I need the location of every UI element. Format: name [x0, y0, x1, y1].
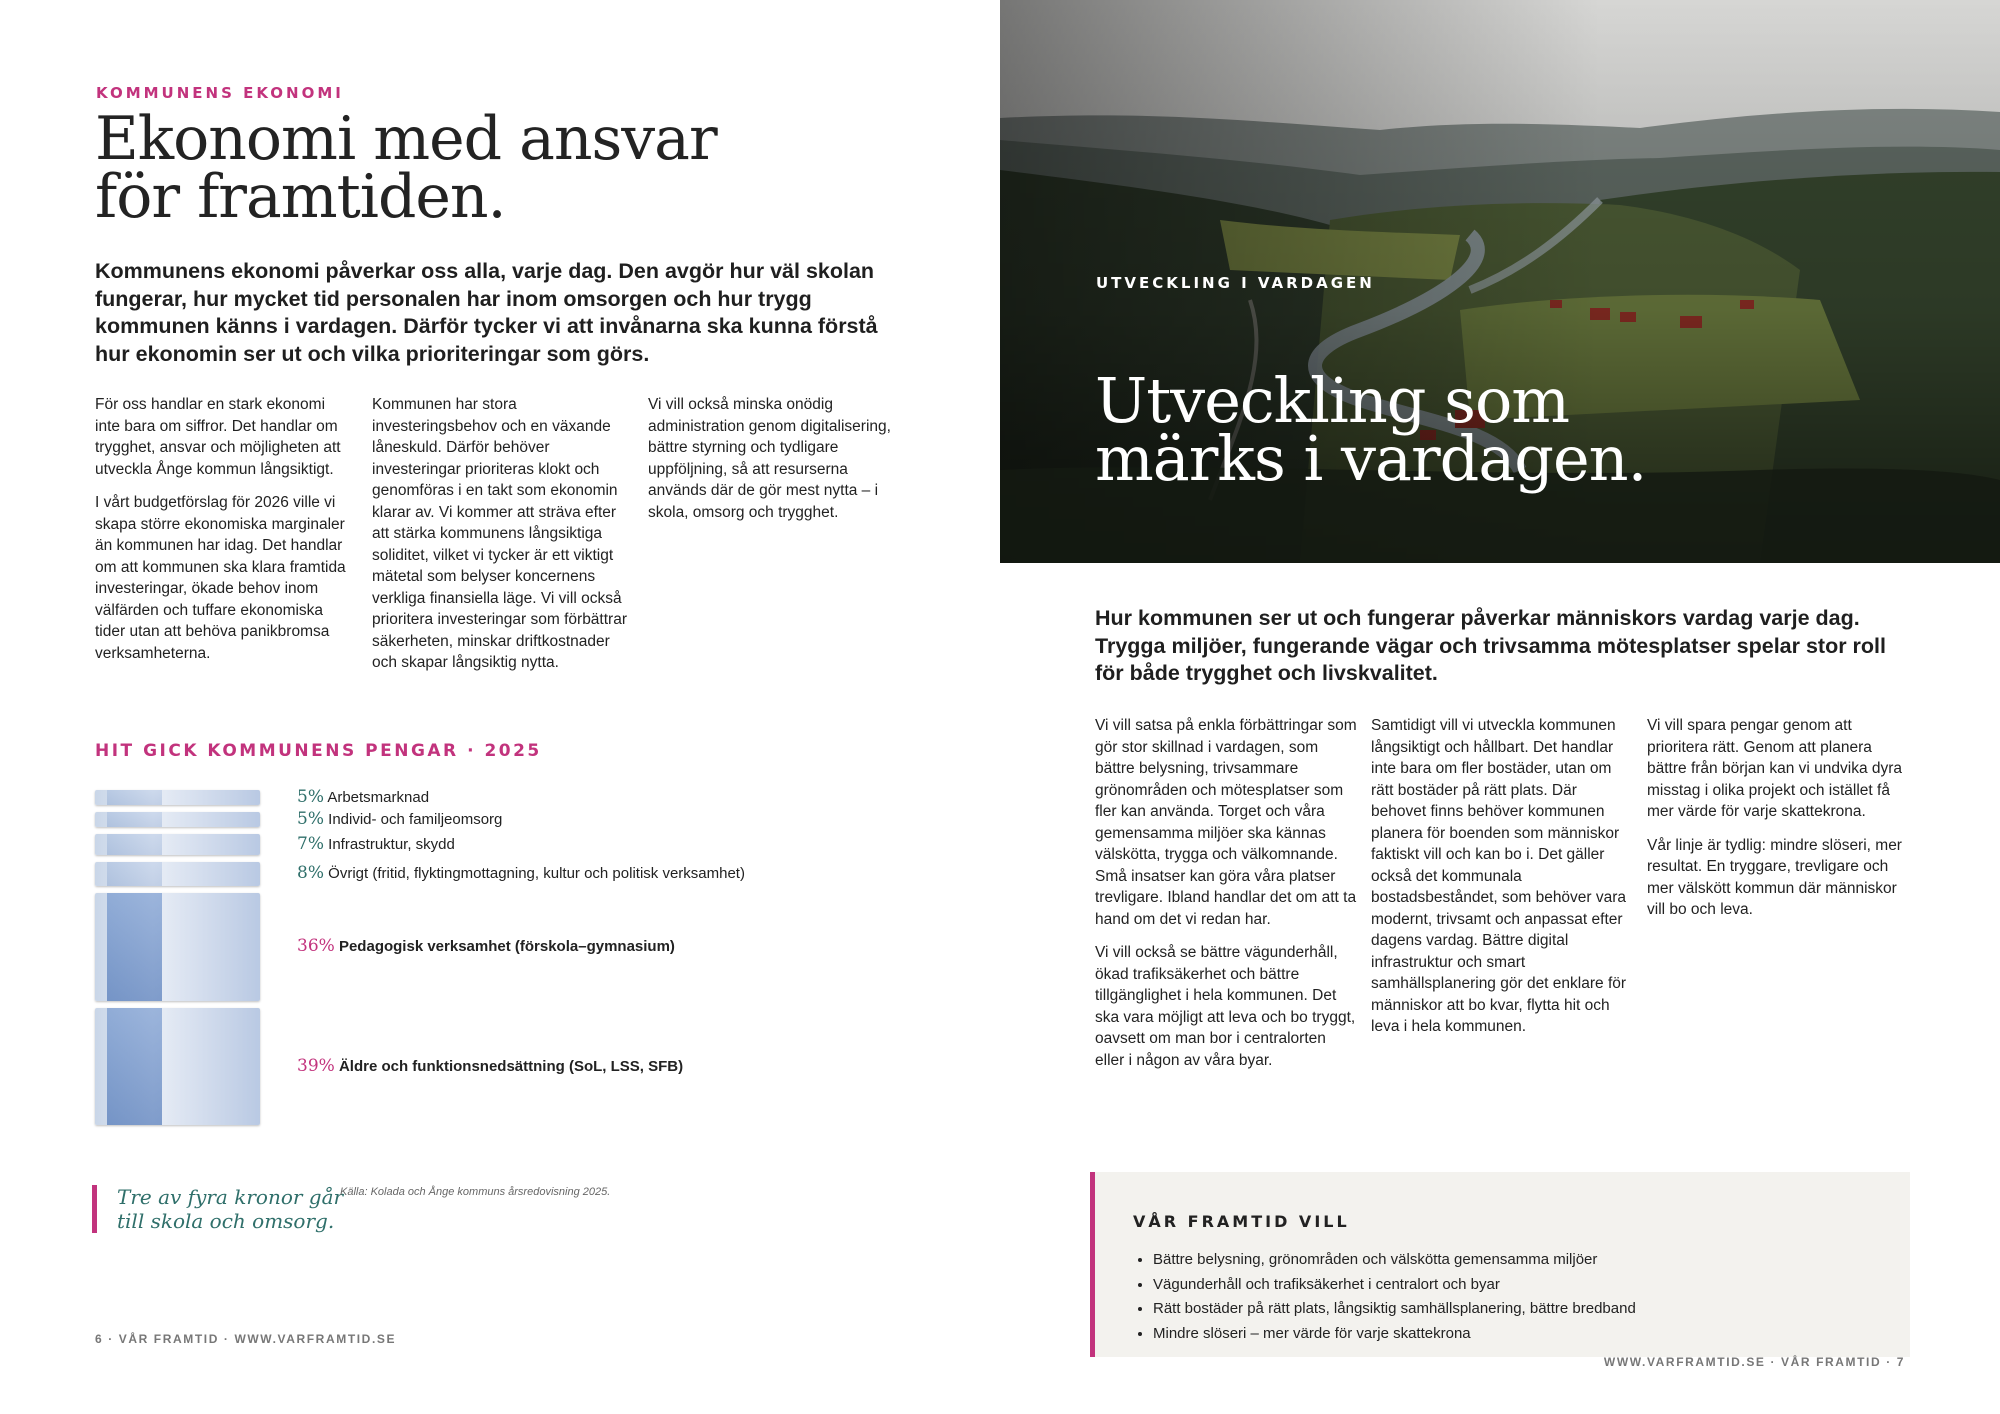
quote-line-2: till skola och omsorg.: [117, 1209, 335, 1233]
chart-category-label: Individ- och familjeomsorg: [323, 810, 503, 828]
section-eyebrow: KOMMUNENS EKONOMI: [96, 84, 344, 102]
pull-quote: [92, 1185, 343, 1233]
paragraph: Kommunen har stora investeringsbehov och en växande låneskuld. Därför behöver investeringar prioriteras klokt och genomföras i en takt som ekonomin klarar av. Vi kommer att sträva efter att stärka kommunens långsiktiga soliditet, vilket vi tycker är ett viktigt mätetal som belyser koncernens verkliga finansiella läge. Vi vill också prioritera investeringar som förbättrar säkerheten, minskar driftkostnader och skapar långsiktig nytta.: [372, 396, 627, 671]
chart-bar: [95, 862, 260, 886]
hero-title-line-1: Utveckling som: [1095, 364, 1570, 437]
paragraph: Vår linje är tydlig: mindre slöseri, mer resultat. En tryggare, trevligare och mer välskött kommun där människor vill bo och leva.: [1647, 836, 1902, 918]
chart-bar: [95, 893, 260, 1001]
note-stripe: [107, 893, 162, 1001]
chart-label: [297, 1056, 683, 1076]
chart-category-label: Övrigt (fritid, flyktingmottagning, kultur och politisk verksamhet): [323, 865, 745, 882]
chart-label: [297, 809, 502, 829]
right-page: [1000, 0, 2000, 1414]
list-item: • Rätt bostäder på rätt plats, långsiktig samhällsplanering, bättre bredband: [1153, 1297, 1636, 1322]
chart-category-label: Äldre och funktionsnedsättning (SoL, LSS, SFB): [334, 1057, 684, 1075]
note-stripe: [107, 862, 162, 886]
chart-label: [297, 936, 675, 956]
money-chart: [95, 786, 955, 1160]
page-footer-left: 6 · VÅR FRAMTID · WWW.VARFRAMTID.SE: [95, 1332, 397, 1346]
paragraph: Vi vill också minska onödig administration genom digitalisering, bättre styrning och tydligare uppföljning, så att resurserna används där de gör mest nytta – i skola, omsorg och trygghet.: [648, 396, 891, 521]
page-title: [95, 104, 717, 232]
note-stripe: [107, 834, 162, 855]
chart-bar: [95, 790, 260, 805]
text-column-3: [648, 394, 910, 535]
chart-value-label: 8%: [297, 863, 324, 883]
chart-bar: [95, 812, 260, 827]
note-stripe: [107, 790, 162, 805]
text-column-right-2: [1371, 715, 1633, 1050]
chart-label: [297, 787, 429, 807]
hero-title: [1095, 364, 1647, 495]
paragraph: I vårt budgetförslag för 2026 ville vi skapa större ekonomiska marginaler än kommunen har idag. Det handlar om att kommunen ska klara framtida investeringar, ökade behov inom välfärden och tuffare ekonomiska tider utan att behöva panikbromsa verksamheterna.: [95, 494, 346, 662]
chart-category-label: Infrastruktur, skydd: [323, 835, 455, 853]
landscape-photo: [1000, 0, 2000, 563]
text-column-right-1: [1095, 715, 1357, 1083]
page-footer-right: WWW.VARFRAMTID.SE · VÅR FRAMTID · 7: [1603, 1355, 1905, 1369]
chart-value-label: 36%: [297, 936, 335, 956]
quote-line-1: Tre av fyra kronor går: [117, 1185, 344, 1209]
lead-paragraph-right: Hur kommunen ser ut och fungerar påverkar människors vardag varje dag. Trygga miljöer, fungerande vägar och trivsamma mötesplatser spelar stor roll för både trygghet och livskvalitet.: [1095, 606, 1886, 685]
hero-eyebrow: UTVECKLING I VARDAGEN: [1096, 274, 1375, 292]
paragraph: Vi vill också se bättre vägunderhåll, ökad trafiksäkerhet och bättre tillgänglighet i hela kommunen. Det ska vara möjligt att leva och bo tryggt, oavsett om man bor i centralorten eller i någon av våra byar.: [1095, 944, 1356, 1069]
title-line-2: för framtiden.: [95, 162, 506, 232]
note-stripe: [107, 1008, 162, 1125]
text-column-2: [372, 394, 627, 686]
hero-title-line-2: märks i vardagen.: [1095, 422, 1647, 495]
priorities-list: [1133, 1248, 1636, 1346]
paragraph: Vi vill spara pengar genom att prioritera rätt. Genom att planera bättre från början kan vi undvika dyra misstag i olika projekt och istället få mer värde för varje skattekrona.: [1647, 717, 1903, 820]
chart-value-label: 7%: [297, 833, 324, 854]
paragraph: Samtidigt vill vi utveckla kommunen långsiktigt och hållbart. Det handlar inte bara om fler bostäder, utan om rätt bostäder på rätt plats. Där behovet finns behöver kommunen planera för boenden som människor faktiskt vill och kan bo i. Det gäller också det kommunala bostadsbeståndet, som behöver vara modernt, trivsamt och anpassat efter dagens vardag. Bättre digital infrastruktur och smart samhällsplanering gör det enklare för människor att bo kvar, flytta hit och leva i hela kommunen.: [1371, 717, 1627, 1035]
chart-value-label: 5%: [297, 786, 324, 807]
chart-value-label: 39%: [297, 1055, 335, 1076]
list-item: • Vägunderhåll och trafiksäkerhet i centralort och byar: [1153, 1273, 1636, 1298]
note-stripe: [107, 812, 162, 827]
box-title: VÅR FRAMTID VILL: [1133, 1212, 1350, 1231]
text-column-1: [95, 394, 350, 676]
lead-paragraph: Kommunens ekonomi påverkar oss alla, varje dag. Den avgör hur väl skolan fungerar, hur mycket tid personalen har inom omsorgen och hur trygg kommunen känns i vardagen. Därför tycker vi att invånarna ska kunna förstå hur ekonomin ser ut och vilka prioriteringar som görs.: [95, 259, 878, 366]
chart-bar: [95, 1008, 260, 1125]
chart-category-label: Pedagogisk verksamhet (förskola–gymnasium): [334, 938, 675, 955]
chart-bar: [95, 834, 260, 855]
chart-label: [297, 834, 455, 854]
list-item: • Bättre belysning, grönområden och välskötta gemensamma miljöer: [1153, 1248, 1636, 1273]
chart-category-label: Arbetsmarknad: [323, 788, 430, 806]
priorities-box: [1090, 1172, 1910, 1357]
paragraph: För oss handlar en stark ekonomi inte bara om siffror. Det handlar om trygghet, ansvar och möjligheten att utveckla Ånge kommun långsiktigt.: [95, 396, 341, 478]
list-item: • Mindre slöseri – mer värde för varje skattekrona: [1153, 1322, 1636, 1347]
chart-heading: HIT GICK KOMMUNENS PENGAR · 2025: [95, 741, 542, 761]
title-line-1: Ekonomi med ansvar: [95, 104, 717, 174]
source-note: Källa: Kolada och Ånge kommuns årsredovisning 2025.: [340, 1186, 611, 1198]
chart-value-label: 5%: [297, 808, 324, 829]
text-column-right-3: [1647, 715, 1909, 933]
paragraph: Vi vill satsa på enkla förbättringar som gör stor skillnad i vardagen, som bättre belysning, trivsammare grönområden och mötesplatser som fler kan använda. Torget och våra gemensamma miljöer ska kännas välskötta, trygga och välkomnande. Små insatser kan göra våra platser trevligare. Ibland handlar det om att ta hand om det vi redan har.: [1095, 717, 1357, 928]
chart-label: [297, 863, 745, 883]
